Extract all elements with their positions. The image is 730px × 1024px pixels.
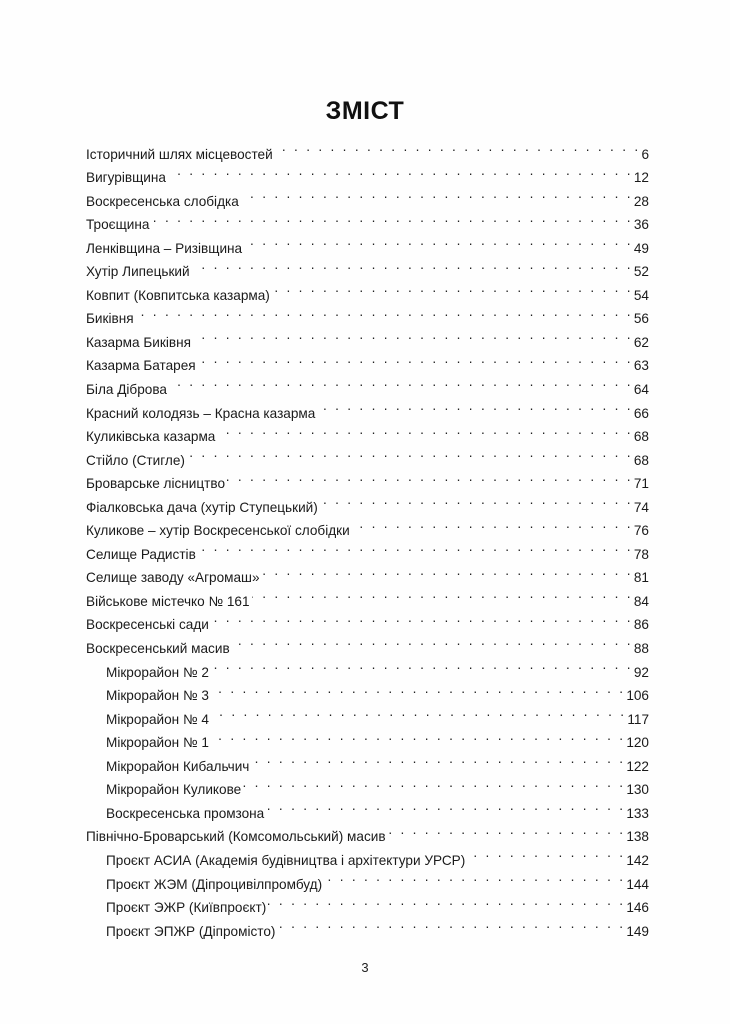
dot-leader xyxy=(244,229,633,253)
toc-entry-page-number: 144 xyxy=(625,873,649,897)
dot-leader xyxy=(251,747,625,771)
dot-leader xyxy=(151,206,632,230)
dot-leader xyxy=(268,889,625,913)
toc-entry-page-number: 68 xyxy=(633,449,649,473)
toc-entry-page-number: 84 xyxy=(633,590,649,614)
dot-leader xyxy=(198,347,633,371)
toc-entry-page-number: 78 xyxy=(633,543,649,567)
dot-leader xyxy=(211,606,633,630)
toc-entry[interactable] xyxy=(86,441,649,468)
toc-entry-title: Биківня xyxy=(86,307,136,331)
dot-leader xyxy=(241,182,633,206)
toc-entry-title: Північно-Броварський (Комсомольський) масив xyxy=(86,825,388,849)
toc-entry[interactable] xyxy=(86,229,649,256)
toc-entry-title: Хутір Липецький xyxy=(86,260,192,284)
toc-entry-title: Вигурівщина xyxy=(86,166,168,190)
toc-entry[interactable] xyxy=(86,182,649,209)
toc-entry-title: Селище заводу «Агромаш» xyxy=(86,566,262,590)
table-of-contents xyxy=(86,135,649,939)
toc-entry-page-number: 149 xyxy=(625,920,649,944)
toc-entry-title: Стійло (Стигле) xyxy=(86,449,187,473)
toc-entry-title: Військове містечко № 161 xyxy=(86,590,252,614)
toc-entry[interactable] xyxy=(86,135,649,162)
toc-entry[interactable] xyxy=(86,677,649,704)
toc-entry[interactable] xyxy=(86,606,649,633)
toc-entry-title: Проєкт ЭЖР (Київпроєкт) xyxy=(106,896,268,920)
dot-leader xyxy=(227,465,633,489)
toc-entry-title: Мікрорайон Кибальчич xyxy=(106,755,251,779)
toc-entry-title: Куликове – хутір Воскресенської слобідки xyxy=(86,519,352,543)
toc-entry-title: Історичний шлях місцевостей xyxy=(86,143,275,167)
dot-leader xyxy=(136,300,633,324)
toc-entry[interactable] xyxy=(86,253,649,280)
toc-entry[interactable] xyxy=(86,159,649,186)
toc-entry-title: Красний колодязь – Красна казарма xyxy=(86,402,317,426)
toc-entry-title: Броварське лісництво xyxy=(86,472,227,496)
dot-leader xyxy=(211,700,626,724)
dot-leader xyxy=(352,512,633,536)
toc-entry-page-number: 117 xyxy=(626,708,649,732)
dot-leader xyxy=(320,488,633,512)
dot-leader xyxy=(277,912,625,936)
toc-entry-page-number: 122 xyxy=(625,755,649,779)
toc-entry-title: Фіалковська дача (хутір Ступецький) xyxy=(86,496,320,520)
toc-entry[interactable] xyxy=(86,488,649,515)
toc-entry[interactable] xyxy=(86,323,649,350)
toc-entry-title: Мікрорайон № 3 xyxy=(106,684,211,708)
toc-entry-page-number: 133 xyxy=(625,802,649,826)
dot-leader xyxy=(324,865,625,889)
toc-entry-page-number: 86 xyxy=(633,613,649,637)
toc-entry-page-number: 92 xyxy=(633,661,649,685)
toc-entry-page-number: 54 xyxy=(633,284,649,308)
toc-entry-title: Троєщина xyxy=(86,213,151,237)
dot-leader xyxy=(275,135,641,159)
dot-leader xyxy=(272,276,633,300)
toc-entry[interactable] xyxy=(86,818,649,845)
dot-leader xyxy=(187,441,633,465)
toc-entry-page-number: 52 xyxy=(633,260,649,284)
toc-entry-title: Мікрорайон № 1 xyxy=(106,731,211,755)
toc-entry[interactable] xyxy=(86,394,649,421)
toc-entry-title: Куликівська казарма xyxy=(86,425,217,449)
toc-entry-page-number: 146 xyxy=(625,896,649,920)
toc-entry-page-number: 64 xyxy=(633,378,649,402)
toc-entry-title: Селище Радистів xyxy=(86,543,198,567)
toc-entry[interactable] xyxy=(86,747,649,774)
toc-entry-title: Воскресенська слобідка xyxy=(86,190,241,214)
dot-leader xyxy=(262,559,633,583)
toc-entry-page-number: 6 xyxy=(640,143,649,167)
toc-entry[interactable] xyxy=(86,794,649,821)
dot-leader xyxy=(266,794,625,818)
toc-entry-page-number: 74 xyxy=(633,496,649,520)
toc-entry[interactable] xyxy=(86,559,649,586)
toc-entry[interactable] xyxy=(86,629,649,657)
dot-leader xyxy=(198,535,633,559)
toc-entry-page-number: 68 xyxy=(633,425,649,449)
toc-entry-page-number: 76 xyxy=(633,519,649,543)
toc-entry-title: Проєкт АСИА (Академія будівництва і архітектури УРСР) xyxy=(106,849,467,873)
toc-entry-title: Казарма Биківня xyxy=(86,331,193,355)
toc-entry-title: Воскресенські сади xyxy=(86,613,211,637)
toc-entry-page-number: 56 xyxy=(633,307,649,331)
toc-entry[interactable] xyxy=(86,700,649,727)
toc-entry-page-number: 106 xyxy=(625,684,649,708)
dot-leader xyxy=(211,724,625,748)
toc-entry-page-number: 36 xyxy=(633,213,649,237)
dot-leader xyxy=(232,629,633,653)
dot-leader xyxy=(317,394,633,418)
dot-leader xyxy=(211,653,633,677)
toc-entry[interactable] xyxy=(86,653,649,680)
toc-entry-page-number: 49 xyxy=(633,237,649,261)
dot-leader xyxy=(168,159,633,183)
toc-entry[interactable] xyxy=(86,724,649,751)
toc-entry[interactable] xyxy=(86,512,649,539)
toc-entry-title: Ковпит (Ковпитська казарма) xyxy=(86,284,272,308)
dot-leader xyxy=(193,323,633,347)
toc-entry[interactable] xyxy=(86,912,649,939)
toc-entry-page-number: 66 xyxy=(633,402,649,426)
toc-entry-title: Воскресенська промзона xyxy=(106,802,266,826)
toc-entry-page-number: 71 xyxy=(633,472,649,496)
toc-entry-page-number: 28 xyxy=(633,190,649,214)
toc-entry-page-number: 12 xyxy=(633,166,649,190)
toc-entry-page-number: 130 xyxy=(625,778,649,802)
page-title: ЗМІСТ xyxy=(325,96,405,125)
toc-entry[interactable] xyxy=(86,370,649,398)
toc-entry[interactable] xyxy=(86,535,649,562)
toc-entry[interactable] xyxy=(86,771,649,798)
toc-entry-page-number: 138 xyxy=(625,825,649,849)
toc-entry[interactable] xyxy=(86,347,649,374)
toc-entry-title: Казарма Батарея xyxy=(86,354,198,378)
toc-entry[interactable] xyxy=(86,418,649,445)
dot-leader xyxy=(243,771,625,795)
toc-entry-page-number: 63 xyxy=(633,354,649,378)
toc-entry-page-number: 88 xyxy=(633,637,649,661)
toc-entry-page-number: 81 xyxy=(633,566,649,590)
toc-entry[interactable] xyxy=(86,300,649,327)
toc-entry-title: Воскресенський масив xyxy=(86,637,232,661)
toc-entry-title: Біла Діброва xyxy=(86,378,169,402)
toc-entry-title: Мікрорайон № 2 xyxy=(106,661,211,685)
toc-entry-page-number: 142 xyxy=(625,849,649,873)
toc-entry[interactable] xyxy=(86,841,649,868)
dot-leader xyxy=(217,418,633,442)
toc-entry[interactable] xyxy=(86,465,649,492)
toc-entry-page-number: 120 xyxy=(625,731,649,755)
toc-entry-title: Мікрорайон Куликове xyxy=(106,778,243,802)
toc-entry[interactable] xyxy=(86,206,649,233)
toc-entry[interactable] xyxy=(86,889,649,916)
dot-leader xyxy=(211,677,625,701)
dot-leader xyxy=(192,253,633,277)
toc-entry[interactable] xyxy=(86,582,649,609)
toc-entry-title: Ленківщина – Ризівщина xyxy=(86,237,244,261)
toc-entry[interactable] xyxy=(86,276,649,303)
page-number: 3 xyxy=(361,960,369,975)
dot-leader xyxy=(252,582,633,606)
toc-entry-title: Проєкт ЭПЖР (Діпромісто) xyxy=(106,920,277,944)
dot-leader xyxy=(169,370,633,394)
toc-entry-page-number: 62 xyxy=(633,331,649,355)
dot-leader xyxy=(467,841,625,865)
dot-leader xyxy=(388,818,626,842)
toc-entry-title: Мікрорайон № 4 xyxy=(106,708,211,732)
toc-entry-title: Проєкт ЖЭМ (Діпроцивілпромбуд) xyxy=(106,873,324,897)
toc-entry[interactable] xyxy=(86,865,649,892)
